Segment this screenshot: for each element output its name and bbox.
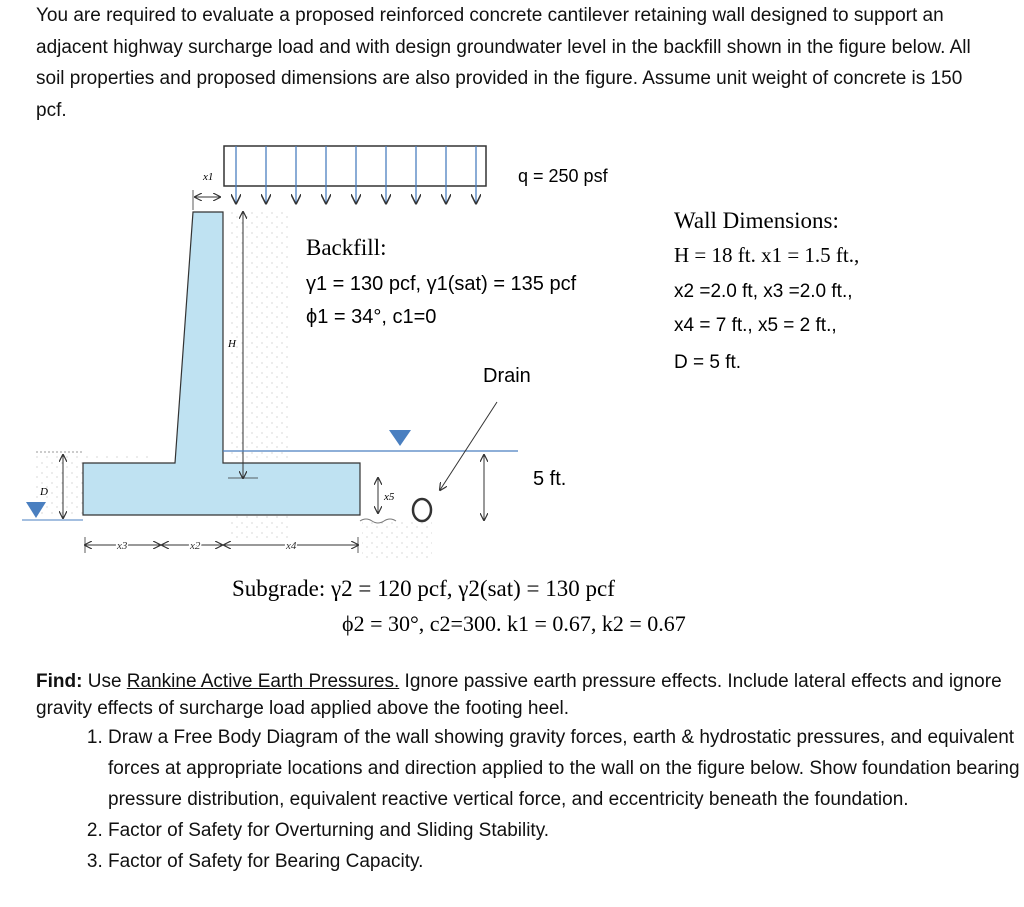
- task-item: 1. Draw a Free Body Diagram of the wall showing gravity forces, earth & hydrostatic pressures, and equivalent forces at appropriate locations and direction applied to the wall on the figure below. Show foundation bearing pressure distribution, equivalent reactive vertical force, and eccentricity beneath the foundation.: [108, 722, 1024, 815]
- x1-label: x1: [203, 171, 214, 183]
- d-label: D: [40, 486, 48, 498]
- drain-label: Drain: [483, 365, 531, 387]
- wall-dims-title: Wall Dimensions:: [674, 208, 839, 233]
- backfill-gamma: γ1 = 130 pcf, γ1(sat) = 135 pcf: [306, 273, 577, 295]
- retaining-wall-figure: [0, 130, 1024, 660]
- problem-intro: You are required to evaluate a proposed reinforced concrete cantilever retaining wall designed to support an adjacent highway surcharge load and with design groundwater level in the backfill shown in the figure below. All soil properties and proposed dimensions are also provided in the figure. Assume unit weight of concrete is 150 pcf.: [36, 5, 971, 121]
- find-method: Rankine Active Earth Pressures.: [126, 671, 400, 692]
- x4-label: x4: [286, 540, 297, 552]
- find-paragraph: [36, 668, 1011, 722]
- subgrade-texture: [362, 520, 432, 560]
- wall-dims-line4: D = 5 ft.: [674, 352, 742, 373]
- find-rest: Ignore passive earth pressure effects. Include lateral effects and ignore gravity effects of surcharge load applied above the footing heel.: [36, 671, 1002, 719]
- wall-dims-line2: x2 =2.0 ft, x3 =2.0 ft.,: [674, 281, 853, 302]
- x2-label: x2: [190, 540, 201, 552]
- water-depth-label: 5 ft.: [533, 468, 567, 490]
- task-item: 3. Factor of Safety for Bearing Capacity.: [108, 846, 1024, 877]
- subgrade-line2: ϕ2 = 30°, c2=300. k1 = 0.67, k2 = 0.67: [342, 611, 686, 636]
- water-table-symbol: [389, 430, 411, 446]
- surcharge-label: q = 250 psf: [518, 166, 608, 186]
- drain-pipe: [413, 499, 431, 521]
- task-list: [72, 722, 1024, 877]
- wall-dims-line3: x4 = 7 ft., x5 = 2 ft.,: [674, 315, 837, 336]
- surcharge-load: [224, 146, 486, 203]
- wall-dimensions: [674, 208, 859, 373]
- subgrade-line1: Subgrade: γ2 = 120 pcf, γ2(sat) = 130 pcf: [232, 576, 615, 601]
- backfill-title: Backfill:: [306, 235, 387, 260]
- find-label: Find:: [36, 671, 83, 692]
- find-use: Use: [87, 671, 122, 692]
- drain-leader: [440, 402, 497, 490]
- wall-dims-line1: H = 18 ft. x1 = 1.5 ft.,: [674, 243, 860, 267]
- x3-label: x3: [117, 540, 128, 552]
- task-item: 2. Factor of Safety for Overturning and Sliding Stability.: [108, 815, 1024, 846]
- h-label: H: [228, 338, 236, 350]
- backfill-phi: ϕ1 = 34°, c1=0: [306, 306, 437, 328]
- x5-label: x5: [384, 491, 395, 503]
